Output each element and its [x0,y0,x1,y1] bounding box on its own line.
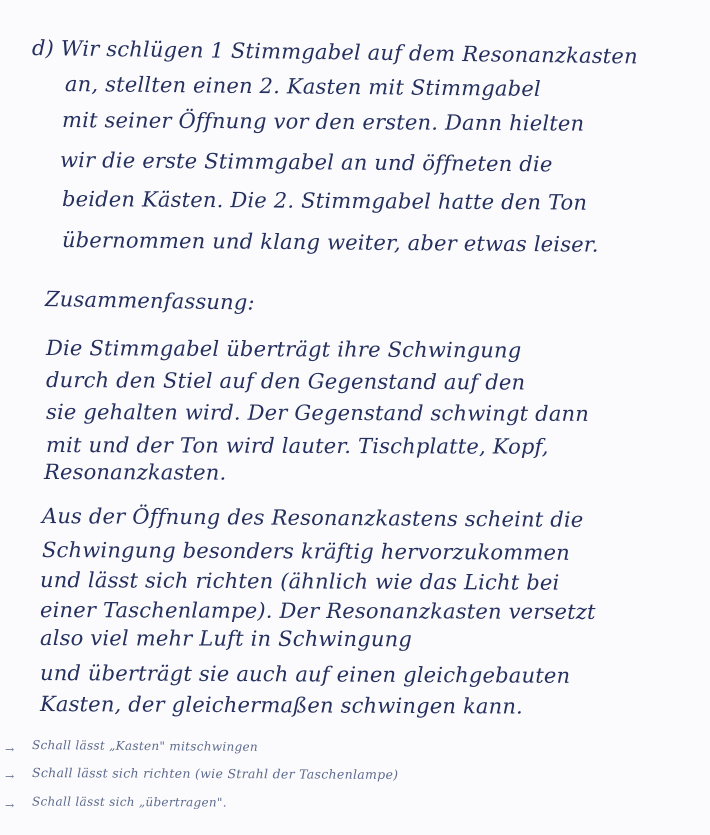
summary-p1-line-5: Resonanzkasten. [43,460,227,485]
summary-p1-line-2: durch den Stiel auf den Gegenstand auf den [45,368,526,395]
paragraph-d-line-3: mit seiner Öffnung vor den ersten. Dann hielten [61,108,585,136]
note-arrow-icon: → [5,770,15,783]
summary-p2-line-3: und lässt sich richten (ähnlich wie das Licht bei [39,568,560,595]
summary-p2-line-6: und überträgt sie auch auf einen gleichgebauten [39,661,571,688]
pencil-note-3: Schall lässt sich „übertragen". [31,794,227,810]
summary-p1-line-4: mit und der Ton wird lauter. Tischplatte, Kopf, [45,433,549,459]
summary-p1-line-3: sie gehalten wird. Der Gegenstand schwingt dann [45,400,590,426]
pencil-note-1: Schall lässt „Kasten" mitschwingen [31,738,258,754]
summary-p1-line-1: Die Stimmgabel überträgt ihre Schwingung [45,336,522,363]
summary-heading: Zusammenfassung: [44,287,255,315]
summary-p2-line-2: Schwingung besonders kräftig hervorzukommen [41,538,570,565]
paragraph-d-line-4: wir die erste Stimmgabel an und öffneten die [59,148,553,177]
summary-p2-line-1: Aus der Öffnung des Resonanzkastens scheint die [41,504,584,532]
paragraph-d-line-2: an, stellten einen 2. Kasten mit Stimmgabel [64,72,541,101]
note-arrow-icon: → [5,799,15,812]
note-arrow-icon: → [5,743,15,756]
pencil-note-2: Schall lässt sich richten (wie Strahl der Taschenlampe) [31,765,399,782]
summary-p2-line-7: Kasten, der gleichermaßen schwingen kann. [39,692,524,719]
summary-p2-line-4: einer Taschenlampe). Der Resonanzkasten versetzt [39,598,596,624]
paragraph-d-line-1: d) Wir schlügen 1 Stimmgabel auf dem Resonanzkasten [31,36,638,69]
paragraph-d-line-5: beiden Kästen. Die 2. Stimmgabel hatte den Ton [61,187,588,215]
summary-p2-line-5: also viel mehr Luft in Schwingung [39,626,413,652]
paragraph-d-line-6: übernommen und klang weiter, aber etwas leiser. [61,228,599,257]
